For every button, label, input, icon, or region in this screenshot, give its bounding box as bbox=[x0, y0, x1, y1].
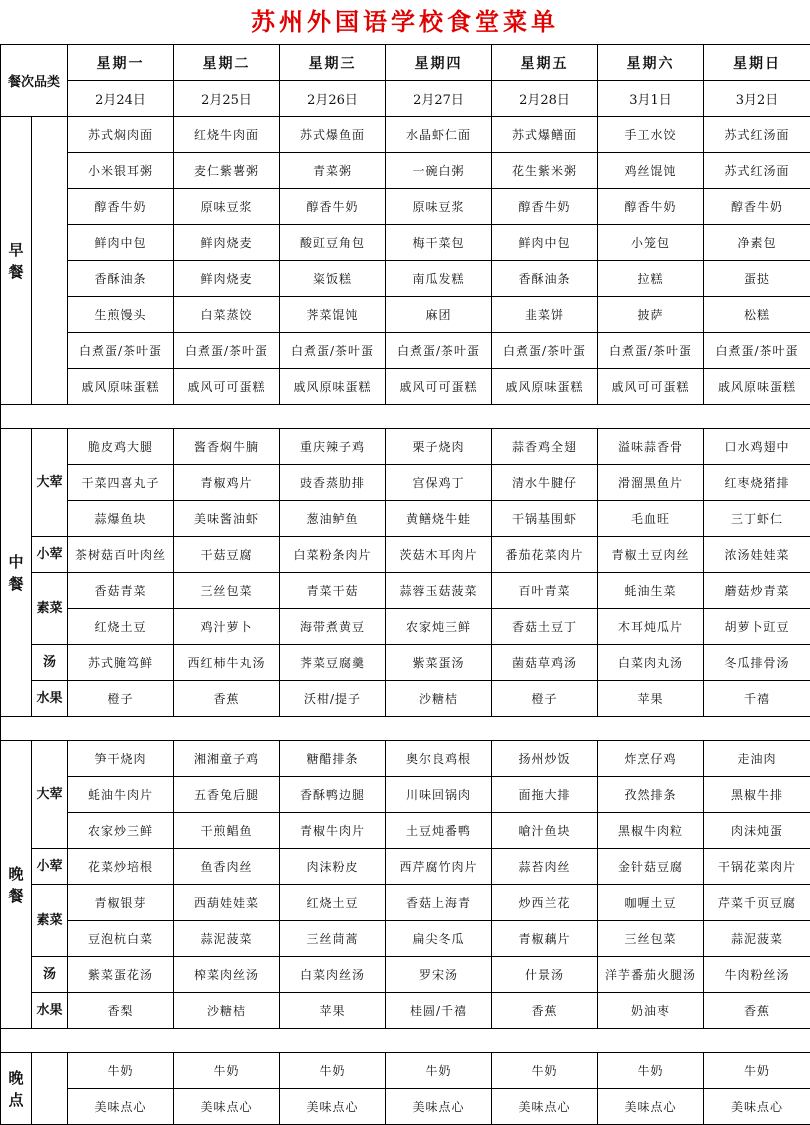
dish-cell: 胡萝卜豇豆 bbox=[704, 609, 810, 645]
dish-cell: 苏式爆鳝面 bbox=[492, 117, 598, 153]
menu-table bbox=[0, 44, 810, 1125]
section-spacer bbox=[1, 405, 810, 429]
dish-cell: 紫菜蛋汤 bbox=[386, 645, 492, 681]
dish-cell: 芹菜千页豆腐 bbox=[704, 885, 810, 921]
dish-cell: 青椒土豆肉丝 bbox=[598, 537, 704, 573]
dish-cell: 麻团 bbox=[386, 297, 492, 333]
dish-cell: 奶油枣 bbox=[598, 993, 704, 1029]
dish-cell: 白菜肉丸汤 bbox=[598, 645, 704, 681]
dish-cell: 肉沫粉皮 bbox=[280, 849, 386, 885]
dish-cell: 小笼包 bbox=[598, 225, 704, 261]
dish-cell: 红烧牛肉面 bbox=[174, 117, 280, 153]
dish-cell: 炒西兰花 bbox=[492, 885, 598, 921]
section-spacer bbox=[1, 717, 810, 741]
dish-cell: 白煮蛋/茶叶蛋 bbox=[280, 333, 386, 369]
dish-cell: 栗子烧肉 bbox=[386, 429, 492, 465]
menu-row bbox=[1, 297, 810, 333]
day-header: 星期一 bbox=[68, 45, 174, 81]
date-header: 2月26日 bbox=[280, 81, 386, 117]
category-label: 素菜 bbox=[32, 885, 68, 957]
dish-cell: 千禧 bbox=[704, 681, 810, 717]
day-header: 星期二 bbox=[174, 45, 280, 81]
dish-cell: 面拖大排 bbox=[492, 777, 598, 813]
dish-cell: 披萨 bbox=[598, 297, 704, 333]
meal-label: 晚 点 bbox=[1, 1053, 32, 1125]
dish-cell: 美味点心 bbox=[704, 1089, 810, 1125]
dish-cell: 苏式红汤面 bbox=[704, 153, 810, 189]
dish-cell: 咖喱土豆 bbox=[598, 885, 704, 921]
dish-cell: 西红柿牛丸汤 bbox=[174, 645, 280, 681]
dish-cell: 湘湘童子鸡 bbox=[174, 741, 280, 777]
dish-cell: 肉沫炖蛋 bbox=[704, 813, 810, 849]
date-header: 2月25日 bbox=[174, 81, 280, 117]
dish-cell: 香蕉 bbox=[704, 993, 810, 1029]
dish-cell: 海带煮黄豆 bbox=[280, 609, 386, 645]
dish-cell: 一碗白粥 bbox=[386, 153, 492, 189]
day-header: 星期四 bbox=[386, 45, 492, 81]
dish-cell: 原味豆浆 bbox=[174, 189, 280, 225]
dish-cell: 蒜香鸡全翅 bbox=[492, 429, 598, 465]
dish-cell: 黑椒牛肉粒 bbox=[598, 813, 704, 849]
dish-cell: 粢饭糕 bbox=[280, 261, 386, 297]
dish-cell: 麦仁紫薯粥 bbox=[174, 153, 280, 189]
dish-cell: 百叶青菜 bbox=[492, 573, 598, 609]
dish-cell: 农家炖三鲜 bbox=[386, 609, 492, 645]
dish-cell: 橙子 bbox=[492, 681, 598, 717]
dish-cell: 苹果 bbox=[598, 681, 704, 717]
dish-cell: 什景汤 bbox=[492, 957, 598, 993]
day-header: 星期五 bbox=[492, 45, 598, 81]
dish-cell: 松糕 bbox=[704, 297, 810, 333]
dish-cell: 口水鸡翅中 bbox=[704, 429, 810, 465]
dish-cell: 豉香蒸肋排 bbox=[280, 465, 386, 501]
category-label: 小荤 bbox=[32, 537, 68, 573]
category-label: 汤 bbox=[32, 645, 68, 681]
dish-cell: 美味点心 bbox=[280, 1089, 386, 1125]
dish-cell: 干锅花菜肉片 bbox=[704, 849, 810, 885]
dish-cell: 走油肉 bbox=[704, 741, 810, 777]
dish-cell: 滑溜黑鱼片 bbox=[598, 465, 704, 501]
dish-cell: 农家炒三鲜 bbox=[68, 813, 174, 849]
dish-cell: 白菜蒸饺 bbox=[174, 297, 280, 333]
menu-row bbox=[1, 1053, 810, 1089]
dish-cell: 醇香牛奶 bbox=[492, 189, 598, 225]
dish-cell: 戚风原味蛋糕 bbox=[280, 369, 386, 405]
dish-cell: 戚风原味蛋糕 bbox=[704, 369, 810, 405]
dish-cell: 美味点心 bbox=[68, 1089, 174, 1125]
dish-cell: 生煎馒头 bbox=[68, 297, 174, 333]
category-label: 大荤 bbox=[32, 741, 68, 849]
dish-cell: 溢味蒜香骨 bbox=[598, 429, 704, 465]
dish-cell: 红烧土豆 bbox=[68, 609, 174, 645]
menu-row bbox=[1, 573, 810, 609]
dish-cell: 拉糕 bbox=[598, 261, 704, 297]
header-days-row bbox=[1, 45, 810, 81]
dish-cell: 鲜肉中包 bbox=[68, 225, 174, 261]
dish-cell: 干菇豆腐 bbox=[174, 537, 280, 573]
dish-cell: 三丝包菜 bbox=[598, 921, 704, 957]
dish-cell: 孜然排条 bbox=[598, 777, 704, 813]
dish-cell: 葱油鲈鱼 bbox=[280, 501, 386, 537]
dish-cell: 沃柑/提子 bbox=[280, 681, 386, 717]
dish-cell: 番茄花菜肉片 bbox=[492, 537, 598, 573]
dish-cell: 红枣烧猪排 bbox=[704, 465, 810, 501]
dish-cell: 蒜爆鱼块 bbox=[68, 501, 174, 537]
dish-cell: 酱香焖牛腩 bbox=[174, 429, 280, 465]
dish-cell: 金针菇豆腐 bbox=[598, 849, 704, 885]
dish-cell: 干菜四喜丸子 bbox=[68, 465, 174, 501]
date-header: 3月1日 bbox=[598, 81, 704, 117]
dish-cell: 戚风可可蛋糕 bbox=[174, 369, 280, 405]
dish-cell: 干煎鲳鱼 bbox=[174, 813, 280, 849]
dish-cell: 蒜蓉玉菇菠菜 bbox=[386, 573, 492, 609]
dish-cell: 脆皮鸡大腿 bbox=[68, 429, 174, 465]
dish-cell: 小米银耳粥 bbox=[68, 153, 174, 189]
dish-cell: 南瓜发糕 bbox=[386, 261, 492, 297]
date-header: 2月27日 bbox=[386, 81, 492, 117]
corner-label: 餐次品类 bbox=[1, 45, 68, 117]
dish-cell: 黄鳝烧牛蛙 bbox=[386, 501, 492, 537]
dish-cell: 鲜肉中包 bbox=[492, 225, 598, 261]
dish-cell: 西芹腐竹肉片 bbox=[386, 849, 492, 885]
dish-cell: 洋芋番茄火腿汤 bbox=[598, 957, 704, 993]
dish-cell: 香菇土豆丁 bbox=[492, 609, 598, 645]
category-label bbox=[32, 1053, 68, 1125]
dish-cell: 原味豆浆 bbox=[386, 189, 492, 225]
dish-cell: 荠菜豆腐羹 bbox=[280, 645, 386, 681]
dish-cell: 沙糖桔 bbox=[386, 681, 492, 717]
date-header: 3月2日 bbox=[704, 81, 810, 117]
dish-cell: 苏式红汤面 bbox=[704, 117, 810, 153]
dish-cell: 白菜粉条肉片 bbox=[280, 537, 386, 573]
menu-row bbox=[1, 1089, 810, 1125]
menu-row bbox=[1, 189, 810, 225]
dish-cell: 榨菜肉丝汤 bbox=[174, 957, 280, 993]
section-spacer bbox=[1, 1029, 810, 1053]
category-label: 水果 bbox=[32, 681, 68, 717]
dish-cell: 沙糖桔 bbox=[174, 993, 280, 1029]
dish-cell: 扬州炒饭 bbox=[492, 741, 598, 777]
meal-label: 晚 餐 bbox=[1, 741, 32, 1029]
dish-cell: 香酥鸭边腿 bbox=[280, 777, 386, 813]
dish-cell: 醇香牛奶 bbox=[68, 189, 174, 225]
dish-cell: 美味点心 bbox=[598, 1089, 704, 1125]
dish-cell: 蛋挞 bbox=[704, 261, 810, 297]
day-header: 星期六 bbox=[598, 45, 704, 81]
dish-cell: 苏式焖肉面 bbox=[68, 117, 174, 153]
dish-cell: 冬瓜排骨汤 bbox=[704, 645, 810, 681]
menu-row bbox=[1, 225, 810, 261]
date-header: 2月28日 bbox=[492, 81, 598, 117]
dish-cell: 土豆炖番鸭 bbox=[386, 813, 492, 849]
dish-cell: 西葫娃娃菜 bbox=[174, 885, 280, 921]
dish-cell: 醇香牛奶 bbox=[598, 189, 704, 225]
dish-cell: 牛奶 bbox=[386, 1053, 492, 1089]
menu-row bbox=[1, 261, 810, 297]
dish-cell: 糖醋排条 bbox=[280, 741, 386, 777]
dish-cell: 笋干烧肉 bbox=[68, 741, 174, 777]
header-dates-row bbox=[1, 81, 810, 117]
dish-cell: 毛血旺 bbox=[598, 501, 704, 537]
menu-row bbox=[1, 777, 810, 813]
dish-cell: 蘑菇炒青菜 bbox=[704, 573, 810, 609]
dish-cell: 戚风原味蛋糕 bbox=[492, 369, 598, 405]
category-label: 大荤 bbox=[32, 429, 68, 537]
dish-cell: 白煮蛋/茶叶蛋 bbox=[704, 333, 810, 369]
menu-row bbox=[1, 645, 810, 681]
day-header: 星期日 bbox=[704, 45, 810, 81]
meal-label: 中 餐 bbox=[1, 429, 32, 717]
menu-row bbox=[1, 501, 810, 537]
dish-cell: 苏式爆鱼面 bbox=[280, 117, 386, 153]
meal-label: 早 餐 bbox=[1, 117, 32, 405]
menu-row bbox=[1, 153, 810, 189]
menu-row bbox=[1, 993, 810, 1029]
menu-row bbox=[1, 681, 810, 717]
dish-cell: 桂圆/千禧 bbox=[386, 993, 492, 1029]
dish-cell: 香酥油条 bbox=[68, 261, 174, 297]
dish-cell: 干锅基围虾 bbox=[492, 501, 598, 537]
dish-cell: 戚风可可蛋糕 bbox=[598, 369, 704, 405]
dish-cell: 三丁虾仁 bbox=[704, 501, 810, 537]
dish-cell: 浓汤娃娃菜 bbox=[704, 537, 810, 573]
dish-cell: 蚝油生菜 bbox=[598, 573, 704, 609]
dish-cell: 荠菜馄饨 bbox=[280, 297, 386, 333]
dish-cell: 青菜干菇 bbox=[280, 573, 386, 609]
menu-row bbox=[1, 429, 810, 465]
dish-cell: 白菜肉丝汤 bbox=[280, 957, 386, 993]
dish-cell: 奥尔良鸡根 bbox=[386, 741, 492, 777]
dish-cell: 嗆汁鱼块 bbox=[492, 813, 598, 849]
spacer-cell bbox=[1, 1029, 810, 1053]
dish-cell: 炸烹仔鸡 bbox=[598, 741, 704, 777]
dish-cell: 香酥油条 bbox=[492, 261, 598, 297]
category-label: 小荤 bbox=[32, 849, 68, 885]
dish-cell: 蒜泥菠菜 bbox=[704, 921, 810, 957]
dish-cell: 水晶虾仁面 bbox=[386, 117, 492, 153]
dish-cell: 苹果 bbox=[280, 993, 386, 1029]
dish-cell: 花菜炒培根 bbox=[68, 849, 174, 885]
dish-cell: 豆泡杭白菜 bbox=[68, 921, 174, 957]
dish-cell: 香蕉 bbox=[492, 993, 598, 1029]
dish-cell: 牛肉粉丝汤 bbox=[704, 957, 810, 993]
dish-cell: 牛奶 bbox=[492, 1053, 598, 1089]
menu-row bbox=[1, 333, 810, 369]
menu-title: 苏州外国语学校食堂菜单 bbox=[0, 0, 810, 44]
dish-cell: 紫菜蛋花汤 bbox=[68, 957, 174, 993]
dish-cell: 香菇青菜 bbox=[68, 573, 174, 609]
category-label: 素菜 bbox=[32, 573, 68, 645]
dish-cell: 香菇上海青 bbox=[386, 885, 492, 921]
category-label bbox=[32, 117, 68, 405]
dish-cell: 蒜苔肉丝 bbox=[492, 849, 598, 885]
dish-cell: 美味酱油虾 bbox=[174, 501, 280, 537]
dish-cell: 韭菜饼 bbox=[492, 297, 598, 333]
dish-cell: 白煮蛋/茶叶蛋 bbox=[598, 333, 704, 369]
dish-cell: 扁尖冬瓜 bbox=[386, 921, 492, 957]
dish-cell: 牛奶 bbox=[68, 1053, 174, 1089]
dish-cell: 牛奶 bbox=[280, 1053, 386, 1089]
spacer-cell bbox=[1, 405, 810, 429]
dish-cell: 宫保鸡丁 bbox=[386, 465, 492, 501]
date-header: 2月24日 bbox=[68, 81, 174, 117]
dish-cell: 美味点心 bbox=[492, 1089, 598, 1125]
dish-cell: 鱼香肉丝 bbox=[174, 849, 280, 885]
dish-cell: 梅干菜包 bbox=[386, 225, 492, 261]
dish-cell: 青菜粥 bbox=[280, 153, 386, 189]
menu-row bbox=[1, 465, 810, 501]
dish-cell: 菌菇草鸡汤 bbox=[492, 645, 598, 681]
menu-row bbox=[1, 741, 810, 777]
dish-cell: 牛奶 bbox=[174, 1053, 280, 1089]
dish-cell: 白煮蛋/茶叶蛋 bbox=[386, 333, 492, 369]
dish-cell: 花生紫米粥 bbox=[492, 153, 598, 189]
dish-cell: 醇香牛奶 bbox=[280, 189, 386, 225]
dish-cell: 醇香牛奶 bbox=[704, 189, 810, 225]
dish-cell: 蚝油牛肉片 bbox=[68, 777, 174, 813]
spacer-cell bbox=[1, 717, 810, 741]
dish-cell: 美味点心 bbox=[174, 1089, 280, 1125]
dish-cell: 苏式腌笃鲜 bbox=[68, 645, 174, 681]
day-header: 星期三 bbox=[280, 45, 386, 81]
dish-cell: 香梨 bbox=[68, 993, 174, 1029]
dish-cell: 白煮蛋/茶叶蛋 bbox=[68, 333, 174, 369]
menu-row bbox=[1, 609, 810, 645]
dish-cell: 酸豇豆角包 bbox=[280, 225, 386, 261]
dish-cell: 五香兔后腿 bbox=[174, 777, 280, 813]
menu-row bbox=[1, 885, 810, 921]
dish-cell: 蒜泥菠菜 bbox=[174, 921, 280, 957]
dish-cell: 牛奶 bbox=[598, 1053, 704, 1089]
dish-cell: 三丝茼蒿 bbox=[280, 921, 386, 957]
dish-cell: 茶树菇百叶肉丝 bbox=[68, 537, 174, 573]
dish-cell: 黑椒牛排 bbox=[704, 777, 810, 813]
dish-cell: 川味回锅肉 bbox=[386, 777, 492, 813]
menu-row bbox=[1, 957, 810, 993]
dish-cell: 鲜肉烧麦 bbox=[174, 225, 280, 261]
dish-cell: 橙子 bbox=[68, 681, 174, 717]
dish-cell: 重庆辣子鸡 bbox=[280, 429, 386, 465]
dish-cell: 罗宋汤 bbox=[386, 957, 492, 993]
menu-row bbox=[1, 537, 810, 573]
dish-cell: 木耳炖瓜片 bbox=[598, 609, 704, 645]
dish-cell: 白煮蛋/茶叶蛋 bbox=[492, 333, 598, 369]
dish-cell: 青椒藕片 bbox=[492, 921, 598, 957]
dish-cell: 手工水饺 bbox=[598, 117, 704, 153]
dish-cell: 鸡汁萝卜 bbox=[174, 609, 280, 645]
dish-cell: 戚风可可蛋糕 bbox=[386, 369, 492, 405]
menu-row bbox=[1, 813, 810, 849]
dish-cell: 香蕉 bbox=[174, 681, 280, 717]
dish-cell: 净素包 bbox=[704, 225, 810, 261]
dish-cell: 青椒牛肉片 bbox=[280, 813, 386, 849]
dish-cell: 青椒银芽 bbox=[68, 885, 174, 921]
dish-cell: 清水牛腱仔 bbox=[492, 465, 598, 501]
dish-cell: 茨菇木耳肉片 bbox=[386, 537, 492, 573]
dish-cell: 牛奶 bbox=[704, 1053, 810, 1089]
dish-cell: 白煮蛋/茶叶蛋 bbox=[174, 333, 280, 369]
dish-cell: 戚风原味蛋糕 bbox=[68, 369, 174, 405]
category-label: 水果 bbox=[32, 993, 68, 1029]
dish-cell: 鲜肉烧麦 bbox=[174, 261, 280, 297]
menu-row bbox=[1, 921, 810, 957]
menu-row bbox=[1, 117, 810, 153]
category-label: 汤 bbox=[32, 957, 68, 993]
dish-cell: 三丝包菜 bbox=[174, 573, 280, 609]
menu-row bbox=[1, 369, 810, 405]
dish-cell: 美味点心 bbox=[386, 1089, 492, 1125]
menu-row bbox=[1, 849, 810, 885]
dish-cell: 鸡丝馄饨 bbox=[598, 153, 704, 189]
dish-cell: 青椒鸡片 bbox=[174, 465, 280, 501]
dish-cell: 红烧土豆 bbox=[280, 885, 386, 921]
